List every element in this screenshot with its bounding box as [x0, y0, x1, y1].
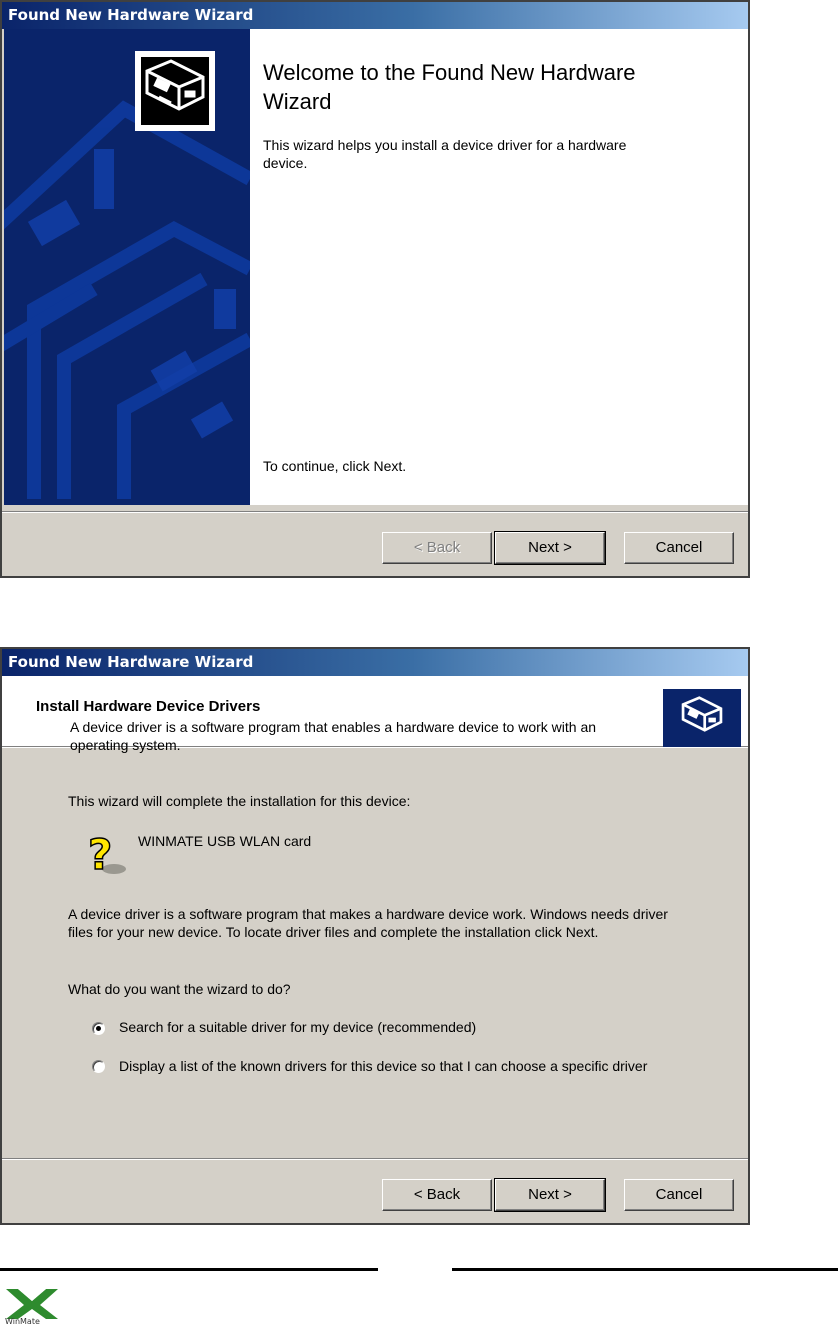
- back-button[interactable]: [382, 1179, 492, 1211]
- cancel-button[interactable]: [624, 1179, 734, 1211]
- option-display-list[interactable]: [92, 1057, 692, 1075]
- wizard-side-panel: [4, 29, 250, 505]
- back-button-label: < Back: [413, 539, 461, 556]
- next-button[interactable]: [495, 1179, 605, 1211]
- back-button[interactable]: [382, 532, 492, 564]
- logo-wordmark: WinMate: [5, 1317, 40, 1326]
- cancel-button-label: Cancel: [655, 539, 703, 556]
- back-button-label: < Back: [413, 1186, 461, 1203]
- welcome-content: [250, 29, 748, 505]
- radio-search-driver[interactable]: [92, 1022, 105, 1035]
- button-bar: [2, 1158, 748, 1223]
- button-bar: [2, 511, 748, 576]
- next-button-label: Next >: [528, 539, 572, 556]
- hardware-wizard-icon: [135, 51, 215, 131]
- option-search-driver[interactable]: [92, 1019, 476, 1035]
- window-title: Found New Hardware Wizard: [2, 2, 748, 29]
- cancel-button[interactable]: [624, 532, 734, 564]
- continue-instruction: To continue, click Next.: [263, 458, 407, 474]
- next-button-label: Next >: [528, 1186, 572, 1203]
- option-label: Search for a suitable driver for my device (recommended): [119, 1019, 477, 1035]
- hardware-wizard-icon: [663, 689, 741, 747]
- footer-rule-left: [0, 1268, 378, 1271]
- footer-rule-right: [452, 1268, 838, 1271]
- radio-display-list[interactable]: [92, 1060, 105, 1073]
- next-button[interactable]: [495, 532, 605, 564]
- cancel-button-label: Cancel: [655, 1186, 703, 1203]
- header-description: A device driver is a software program that enables a hardware device to work with an operating system.: [70, 719, 597, 753]
- install-drivers-window: [0, 647, 750, 1225]
- svg-text:?: ?: [88, 830, 113, 877]
- option-label: Display a list of the known drivers for this device so that I can choose a specific driver: [119, 1058, 648, 1074]
- wizard-body: [2, 747, 748, 1159]
- driver-explanation: A device driver is a software program that makes a hardware device work. Windows needs driver files for your new device. To locate driver files and complete the installation click Next.: [68, 906, 668, 940]
- intro-text: This wizard will complete the installation for this device:: [68, 793, 411, 809]
- unknown-device-question-icon: [84, 829, 130, 877]
- welcome-description: This wizard helps you install a device driver for a hardware device.: [263, 137, 627, 171]
- device-name: WINMATE USB WLAN card: [138, 833, 312, 849]
- wizard-header: [2, 676, 748, 753]
- welcome-heading: Welcome to the Found New Hardware Wizard: [263, 60, 636, 114]
- window-title: Found New Hardware Wizard: [2, 649, 748, 676]
- welcome-wizard-window: [0, 0, 750, 578]
- wizard-question: What do you want the wizard to do?: [68, 981, 291, 997]
- header-title: Install Hardware Device Drivers: [36, 698, 261, 715]
